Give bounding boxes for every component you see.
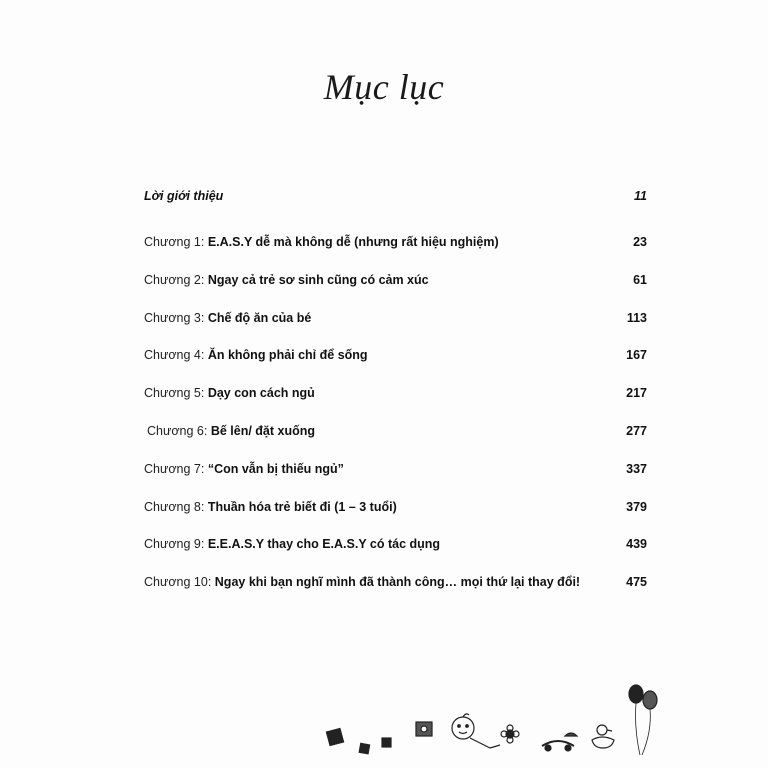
toc-entry-page: 11 (634, 189, 647, 203)
toc-entry-page: 439 (626, 537, 647, 552)
toc-entry-chapter-3 (144, 308, 647, 346)
toc-entry-prefix: Chương 3: (144, 310, 208, 325)
table-of-contents (144, 186, 647, 610)
toc-entry-prefix: Chương 4: (144, 348, 208, 363)
decorative-illustration (320, 680, 670, 760)
toc-entry-chapter-10 (144, 572, 647, 610)
toc-entry-page: 167 (626, 348, 647, 363)
toc-entry-title: Thuần hóa trẻ biết đi (1 – 3 tuổi) (207, 499, 397, 514)
balloons-icon (629, 685, 657, 755)
toc-entry-title: Bế lên/ đặt xuống (210, 423, 316, 438)
baby-face-icon (452, 714, 500, 748)
toc-entry-prefix: Chương 2: (144, 272, 208, 287)
toc-entry-intro (144, 186, 647, 232)
rubber-duck-icon (592, 725, 614, 748)
toc-entry-page: 217 (626, 386, 647, 401)
toc-entry-page: 113 (626, 310, 647, 325)
toc-entry-title: Chế độ ăn của bé (207, 310, 312, 325)
toc-entry-prefix: Chương 7: (144, 461, 208, 476)
toc-entry-chapter-6 (144, 421, 647, 459)
toc-entry-page: 23 (633, 235, 647, 249)
ball-icon (359, 738, 391, 754)
toc-entry-chapter-8 (144, 497, 647, 535)
toc-entry-title: Ăn không phải chỉ để sống (207, 348, 368, 363)
page-title: Mục lục (323, 67, 445, 107)
toc-entry-chapter-4 (144, 345, 647, 383)
toc-entry-page: 475 (626, 575, 647, 590)
toc-entry-prefix: Chương 5: (144, 386, 208, 401)
flower-icon (501, 725, 519, 743)
toc-entry-page: 277 (626, 423, 647, 438)
gift-icon (326, 728, 343, 745)
toc-entry-page: 61 (633, 272, 647, 287)
toc-entry-title: Lời giới thiệu (144, 189, 224, 203)
toc-entry-page: 337 (626, 461, 647, 476)
toc-entry-prefix: Chương 10: (144, 575, 215, 590)
toy-car-icon (542, 733, 577, 751)
toc-entry-title: E.A.S.Y dễ mà không dễ (nhưng rất hiệu nghiệm) (207, 235, 499, 249)
toc-entry-title: “Con vẫn bị thiếu ngủ” (207, 461, 344, 476)
toc-entry-chapter-5 (144, 383, 647, 421)
toc-entry-chapter-1 (144, 232, 647, 270)
toc-entry-title: Ngay cả trẻ sơ sinh cũng có cảm xúc (207, 272, 429, 287)
toc-entry-chapter-2 (144, 270, 647, 308)
toc-entry-prefix: Chương 1: (144, 235, 208, 249)
toc-entry-prefix: Chương 9: (144, 537, 208, 552)
toc-entry-prefix: Chương 8: (144, 499, 208, 514)
toc-entry-title: E.E.A.S.Y thay cho E.A.S.Y có tác dụng (207, 537, 441, 552)
toy-icon (416, 722, 432, 736)
toc-entry-chapter-9 (144, 534, 647, 572)
toc-entry-title: Ngay khi bạn nghĩ mình đã thành công… mọi thứ lại thay đổi! (214, 575, 581, 590)
toc-entry-prefix: Chương 6: (147, 423, 211, 438)
toc-entry-title: Dạy con cách ngủ (207, 386, 315, 401)
toc-entry-page: 379 (626, 499, 647, 514)
toc-entry-chapter-7 (144, 459, 647, 497)
